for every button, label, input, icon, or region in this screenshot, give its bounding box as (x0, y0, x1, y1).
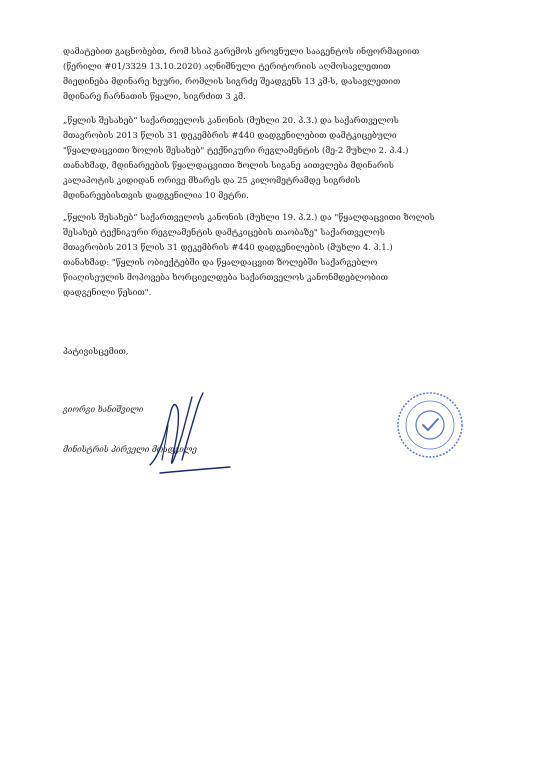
closing-salutation: პატივისცემით, (63, 347, 129, 357)
signatory-name: გიორგი ხანიშვილი (63, 405, 144, 414)
handwritten-signature (120, 385, 240, 480)
text-line: მთავრობის 2013 წლის 31 დეკემბრის #440 დადგენილების (მუხლი 4. პ.1.) (63, 243, 393, 253)
paragraph-3 (63, 211, 477, 301)
text-line: მდინარეებისთვის დადგენილია 10 მეტრი. (63, 191, 249, 201)
text-line: "წყალდაცვითი ზოლის შესახებ" ტექნიკური რეგლამენტის (მე-2 მუხლი 2. პ.4.) (63, 146, 409, 156)
text-line: წიაღისეულის მოპოვება ხორციელდება საქართველოს კანონმდებლობით (63, 273, 388, 283)
text-line: „წყლის შესახებ“ საქართველოს კანონის (მუხლი 20. პ.3.) და საქართველოს (63, 116, 399, 126)
signatory-title: მინისტრის პირველი მოადგილე (63, 445, 197, 454)
paragraph-1 (63, 45, 477, 105)
text-line: კალაპოტის კიდიდან ორივე მხარეს და 25 კილომეტრამდე სიგრძის (63, 176, 361, 186)
text-line: მთავრობის 2013 წლის 31 დეკემბრის #440 დადგენილებით დამტკიცებული (63, 131, 397, 141)
text-line: თანახმად, მდინარეების წყალდაცვითი ზოლის სიგანე აითვლება მდინარის (63, 161, 394, 171)
text-line: შესახებ ტექნიკური რეგლამენტის დამტკიცების თაობაზე" საქართველოს (63, 228, 385, 238)
text-line: დადგენილი წესით". (63, 288, 152, 298)
text-line: დამატებით გაცნობებთ, რომ სსიპ გარემოს ეროვნული სააგენტოს ინფორმაციით (63, 47, 420, 57)
official-seal-icon (395, 390, 465, 460)
text-line: თანახმად: "წყლის ობიექტებში და წყალდაცვით ზოლებში საქარგებლო (63, 258, 378, 268)
text-line: მიედინება მდინარე ხეური, რომლის სიგრძე შეადგენს 13 კმ-ს, დასავლეთით (63, 77, 401, 87)
text-line: მდინარე ჩარნათის წყალი, სიგრძით 3 კმ. (63, 92, 246, 102)
paragraph-2 (63, 114, 477, 204)
text-line: (წერილი #01/3329 13.10.2020) აღნიშნული ტერიტორიის აღმოსავლეთით (63, 62, 391, 72)
text-line: „წყლის შესახებ“ საქართველოს კანონის (მუხლი 19. პ.2.) და "წყალდაცვითი ზოლის (63, 213, 435, 223)
